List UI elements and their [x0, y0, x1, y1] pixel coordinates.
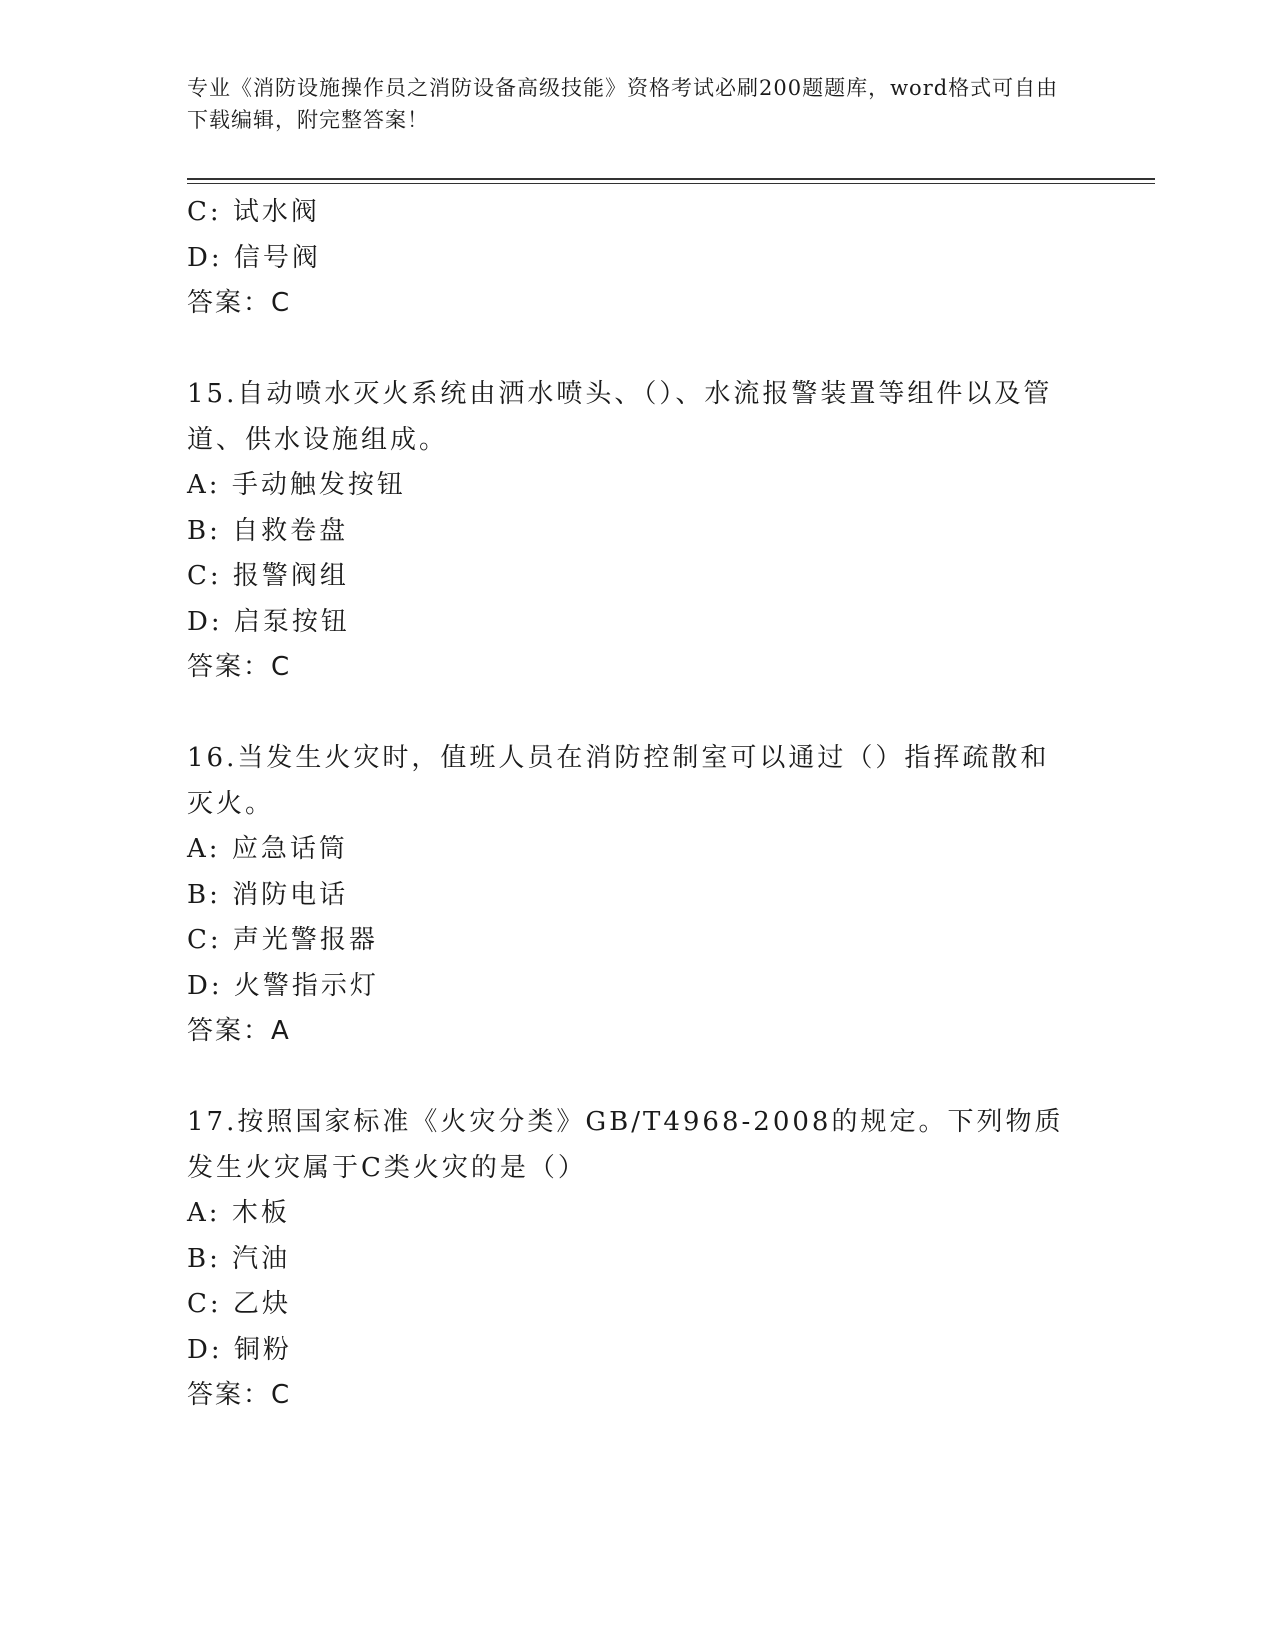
question-stem: 15.自动喷水灭火系统由洒水喷头、（）、水流报警装置等组件以及管道、供水设施组成。 — [187, 379, 1053, 455]
option-label: D: — [187, 606, 223, 637]
option-text: 自救卷盘 — [232, 515, 349, 546]
header-divider — [187, 178, 1155, 180]
question-stem: 16.当发生火灾时，值班人员在消防控制室可以通过（）指挥疏散和灭火。 — [187, 743, 1050, 819]
option-a — [187, 1191, 1087, 1237]
option-c — [187, 554, 1087, 600]
option-text: 应急话筒 — [231, 834, 348, 864]
option-text: 报警阀组 — [232, 561, 349, 591]
option-c — [187, 190, 1087, 236]
option-d — [187, 1328, 1087, 1374]
option-b — [187, 873, 1087, 919]
question-list — [187, 190, 1087, 1419]
option-label: A: — [187, 834, 221, 864]
option-b — [187, 1237, 1087, 1283]
answer-line: 答案：C — [187, 288, 292, 318]
option-label: D: — [187, 970, 223, 1001]
option-label: D: — [187, 1334, 223, 1365]
answer-line: 答案：A — [187, 1016, 291, 1046]
option-label: C: — [187, 925, 222, 955]
option-text: 启泵按钮 — [233, 606, 350, 637]
option-label: B: — [187, 879, 221, 910]
question-stem: 17.按照国家标准《火灾分类》GB/T4968-2008的规定。下列物质发生火灾属于C类火灾的是（） — [187, 1107, 1064, 1183]
option-d — [187, 236, 1087, 282]
option-text: 汽油 — [232, 1243, 291, 1274]
answer-line: 答案：C — [187, 652, 292, 682]
option-d — [187, 964, 1087, 1010]
option-text: 试水阀 — [232, 197, 320, 227]
option-text: 手动触发按钮 — [231, 470, 406, 500]
option-c — [187, 1282, 1087, 1328]
option-label: D: — [187, 242, 223, 273]
option-text: 乙炔 — [232, 1289, 291, 1319]
option-text: 铜粉 — [233, 1334, 292, 1365]
option-text: 信号阀 — [233, 242, 321, 273]
option-label: C: — [187, 561, 222, 591]
option-label: A: — [187, 1198, 221, 1228]
option-d — [187, 600, 1087, 646]
option-c — [187, 918, 1087, 964]
option-text: 消防电话 — [232, 879, 349, 910]
page-header: 专业《消防设施操作员之消防设备高级技能》资格考试必刷200题题库，word格式可自由下载编辑，附完整答案！ — [187, 76, 1059, 132]
answer-line: 答案：C — [187, 1380, 292, 1410]
option-a — [187, 463, 1087, 509]
option-label: B: — [187, 515, 221, 546]
option-text: 声光警报器 — [232, 925, 378, 955]
option-label: C: — [187, 197, 222, 227]
header-divider-thin — [187, 183, 1155, 184]
option-text: 木板 — [231, 1198, 290, 1228]
option-label: A: — [187, 470, 221, 500]
option-text: 火警指示灯 — [233, 970, 379, 1001]
option-label: C: — [187, 1289, 222, 1319]
option-label: B: — [187, 1243, 221, 1274]
option-b — [187, 509, 1087, 555]
option-a — [187, 827, 1087, 873]
